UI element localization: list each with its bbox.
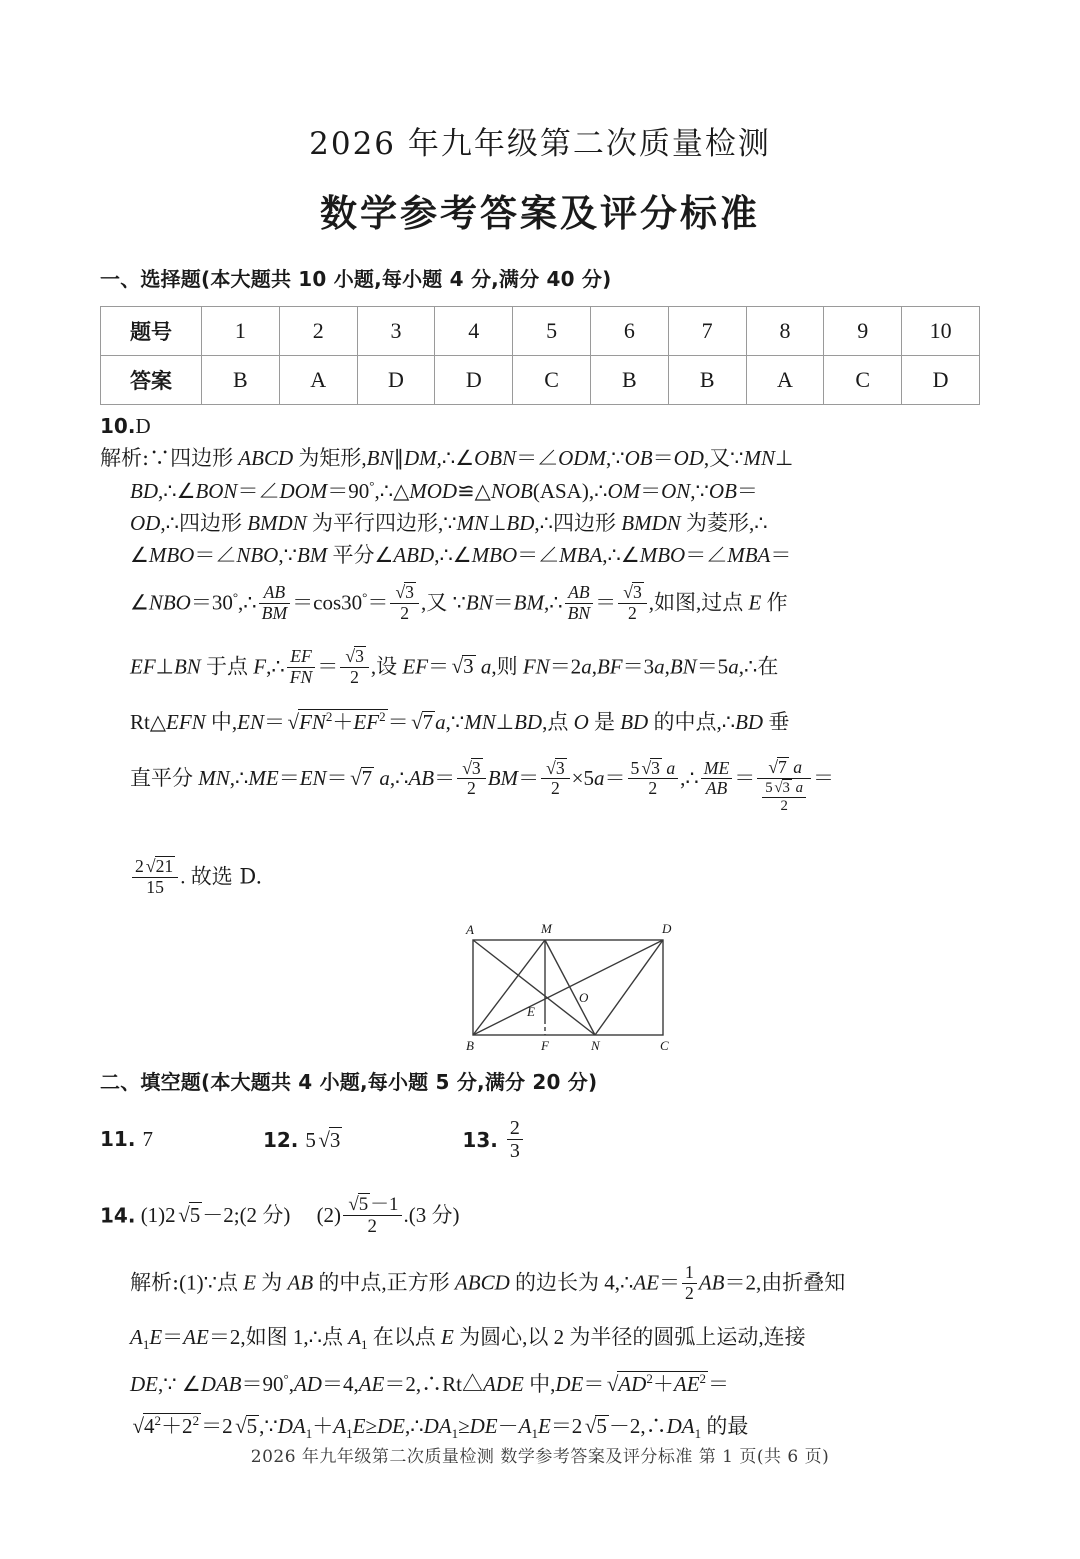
q14-analysis-line-3: DE,∵ ∠DAB＝90°,AD＝4,AE＝2,∴Rt△ADE 中$,DE= √AD^2+AE^2=$ [130,1370,730,1396]
table-cell-qnum: 5 [513,307,591,356]
question-10-solution [100,413,990,898]
fill-label-13: 13. [462,1127,498,1152]
fill-answer-13: 13. $\frac{2}{3}$ [462,1117,524,1163]
label-D: D [662,920,672,936]
segment-MN [545,940,595,1035]
q14-analysis-label: 解析: [130,1270,180,1295]
segment-ND [595,940,663,1035]
row-header-answer: 答案 [101,356,202,405]
page-title-line1: 2026 年九年级第二次质量检测 [309,126,771,162]
q14-label: 14. [100,1203,136,1228]
section-heading-choice: 一、选择题(本大题共 10 小题,每小题 4 分,满分 40 分) [100,267,612,291]
label-F: F [541,1037,549,1053]
q14-analysis-line-4: $√4^2+2^2=2$ $√5,\because DA_1+A_1E\ge DE,\therefore DA_1\ge DE-A_1E=2$ $√5-2,\therefore DA_1$ 的最 [132,1412,749,1442]
geometry-figure-svg [448,910,708,1060]
table-row-question-numbers [101,307,980,356]
table-cell-answer: D [902,356,980,405]
q10-analysis-line-3: OD,∴四边形 BMDN 为平行四边形,∵MN⊥BD,∴四边形 BMDN 为菱形,∴ [130,510,768,535]
page-footer: 2026 年九年级第二次质量检测 数学参考答案及评分标准 第 1 页(共 6 页) [250,1447,830,1467]
fill-label-11: 11. [100,1127,136,1152]
table-cell-qnum: 7 [668,307,746,356]
q10-answer-line [100,413,990,439]
table-cell-answer: A [279,356,357,405]
table-cell-qnum: 4 [435,307,513,356]
table-cell-qnum: 6 [590,307,668,356]
fill-value-11: 7 [142,1127,153,1152]
table-cell-qnum: 2 [279,307,357,356]
label-N: N [591,1037,600,1053]
label-C: C [660,1037,669,1053]
label-A: A [466,921,474,937]
q14-analysis-line-2: $A_1E=AE=2$,如图 1,∴点 $A_1$ 在以点 E 为圆心,以 2 为半径的圆弧上运动,连接 [130,1324,806,1352]
q10-analysis-line-2: BD,∴∠BON＝∠DOM＝90°,∴△MOD≌△NOB(ASA),∴OM＝ON,∵OB＝ [130,477,758,503]
label-B: B [466,1037,474,1053]
q10-label: 10. [100,414,136,438]
geometry-figure-rectangle-abcd [0,910,1080,1060]
q10-analysis-line-9: $\frac{2 √21}{15}$ . 故选 D. [100,856,990,898]
table-cell-answer: B [202,356,280,405]
q10-answer: D [135,414,151,438]
label-M: M [541,920,552,936]
table-cell-qnum: 3 [357,307,435,356]
multiple-choice-answer-table [100,306,980,405]
table-cell-answer: C [824,356,902,405]
q14-part1: (1)2 √5－2;(2 分) [140,1203,291,1228]
table-cell-answer: B [590,356,668,405]
segment-BD [473,940,663,1035]
page-title-line2: 数学参考答案及评分标准 [320,192,760,235]
table-cell-answer: A [746,356,824,405]
table-cell-qnum: 1 [202,307,280,356]
table-row-answers [101,356,980,405]
q10-analysis-line-6: EF⊥BN 于点 F,∴ $\frac{EF}{FN}$ ＝ $\frac{√3}{2}$ ,设 EF＝ √3 a,则 FN＝2a,BF＝3a,BN＝5a,∴在 [130,645,779,687]
table-cell-answer: D [435,356,513,405]
q10-analysis-line-8: 直平分 MN,∴ME＝EN＝ √7 a,∴AB＝ $\frac{√3}{2}$ BM＝ $\frac{√3}{2}$ ×5a＝ $\frac{5 √3 a}{2}$ ,∴ $\frac{ME}{AB}$ ＝ $\frac{√7 a}{\frac{5 √3 a}{2}}$ ＝ [130,757,835,814]
label-O: O [579,989,589,1005]
table-cell-qnum: 10 [902,307,980,356]
q10-analysis-line-5: ∠NBO＝30°,∴ $\frac{AB}{BM}$ ＝cos30°＝ $\frac{√3}{2}$ ,又 ∵BN＝BM,∴ $\frac{AB}{BN}$ ＝ $\frac{√3}{2}$ ,如图,过点 E 作 [130,582,788,623]
label-E: E [527,1003,535,1019]
analysis-label: 解析: [100,446,150,471]
table-cell-qnum: 9 [824,307,902,356]
q10-analysis-line-1: 解析:∵四边形 ABCD 为矩形,BN∥DM,∴∠OBN＝∠ODM,∵OB＝OD,又∵MN⊥ [100,446,794,471]
question-14-analysis [100,1263,990,1440]
fill-label-12: 12. [262,1127,299,1152]
q10-analysis-line-7: Rt△EFN 中$,EN= √FN^2+EF^2=$ √7a,∵MN⊥BD,点 O 是 BD 的中点,∴BD 垂 [130,709,790,735]
table-cell-answer: D [357,356,435,405]
q14-analysis-line-1: 解析:(1)∵点 E 为 AB 的中点,正方形 ABCD 的边长为 4,∴AE＝ $\frac{1}{2}$ AB＝2,由折叠知 [130,1262,846,1303]
question-14-answer [100,1193,1080,1237]
table-cell-answer: C [513,356,591,405]
table-cell-qnum: 8 [746,307,824,356]
fill-answer-12: 12. 5 √3 [262,1127,341,1152]
section-heading-fill-blank: 二、填空题(本大题共 4 小题,每小题 5 分,满分 20 分) [100,1069,598,1094]
table-cell-answer: B [668,356,746,405]
fill-blank-answers-row [100,1117,1080,1163]
fill-answer-11 [100,1127,153,1152]
q10-analysis-line-4: ∠MBO＝∠NBO,∵BM 平分∠ABD,∴∠MBO＝∠MBA,∴∠MBO＝∠MBA＝ [130,543,792,567]
q14-part2: (2) $\frac{√5 -1}{2}$ .(3 分) [316,1193,460,1237]
q10-conclusion: 故选 D. [190,864,263,889]
row-header-question: 题号 [101,307,202,356]
